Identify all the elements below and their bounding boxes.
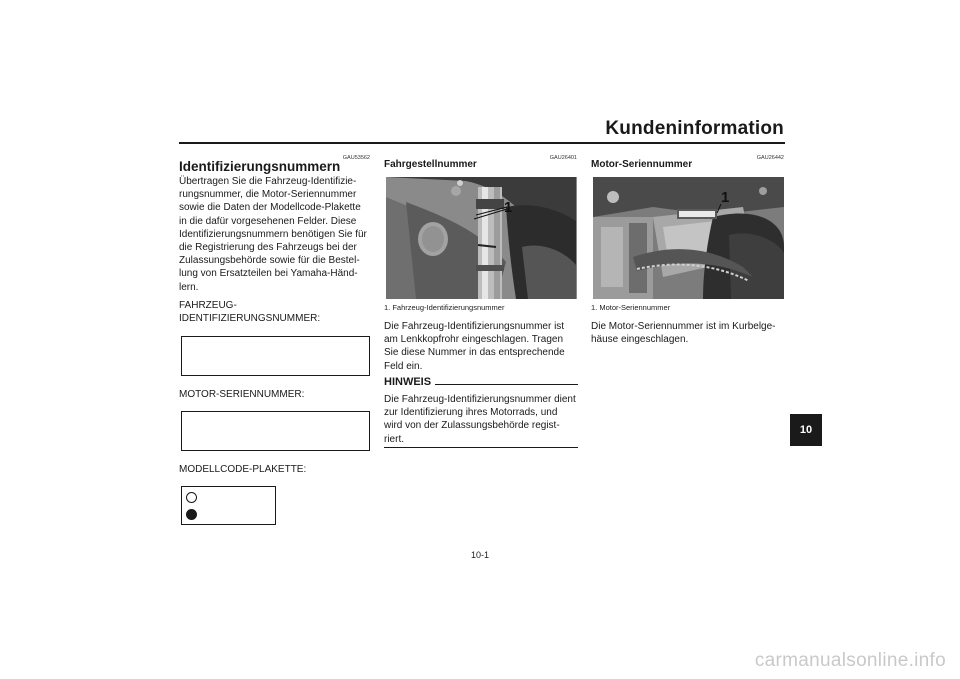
open-circle-icon bbox=[186, 492, 197, 503]
engine-number-field[interactable] bbox=[181, 411, 370, 451]
text-line: häuse eingeschlagen. bbox=[591, 334, 689, 346]
text-line: zur Identifizierung ihres Motorrads, und bbox=[384, 407, 558, 419]
section-code: GAU26401 bbox=[549, 155, 577, 161]
text-line: Feld ein. bbox=[384, 360, 423, 372]
note-header bbox=[384, 376, 578, 388]
engine-number-label: MOTOR-SERIENNUMMER: bbox=[179, 389, 305, 400]
text-line: Sie diese Nummer in das entsprechende bbox=[384, 347, 565, 359]
filled-circle-icon bbox=[186, 509, 197, 520]
text-line: sowie die Daten der Modellcode-Plakette bbox=[179, 202, 361, 214]
engine-number-paragraph bbox=[591, 320, 786, 346]
text-line: lung von Ersatzteilen bei Yamaha-Händ- bbox=[179, 268, 358, 280]
text-line: am Lenkkopfrohr eingeschlagen. Tragen bbox=[384, 334, 564, 346]
text-line: wird von der Zulassungsbehörde regist- bbox=[384, 420, 560, 432]
section-code: GAU26442 bbox=[756, 155, 784, 161]
note-end-rule bbox=[384, 447, 578, 448]
text-line: Die Fahrzeug-Identifizierungsnummer dient bbox=[384, 394, 576, 405]
text-line: in die dafür vorgesehenen Felder. Diese bbox=[179, 215, 357, 227]
engine-number-photo bbox=[593, 177, 784, 299]
note-label: HINWEIS bbox=[384, 376, 432, 388]
text-line: lern. bbox=[179, 281, 199, 293]
note-paragraph bbox=[384, 393, 579, 446]
frame-number-paragraph bbox=[384, 320, 579, 373]
vin-field[interactable] bbox=[181, 336, 370, 376]
callout-number: 1 bbox=[504, 199, 513, 216]
section-heading: Fahrgestellnummer bbox=[384, 159, 477, 170]
section-heading: Motor-Seriennummer bbox=[591, 159, 693, 170]
watermark: carmanualsonline.info bbox=[754, 650, 946, 671]
text-line: IDENTIFIZIERUNGSNUMMER: bbox=[179, 313, 321, 325]
callout-number: 1 bbox=[721, 189, 730, 206]
engine-photo-illustration bbox=[593, 177, 784, 299]
note-rule bbox=[435, 384, 578, 385]
frame-number-photo bbox=[386, 177, 577, 299]
figure-caption: 1. Fahrzeug-Identifizierungsnummer bbox=[384, 303, 505, 312]
figure-caption: 1. Motor-Seriennummer bbox=[591, 303, 671, 312]
text-line: FAHRZEUG- bbox=[179, 300, 237, 311]
vin-label bbox=[179, 299, 320, 325]
page-number: 10-1 bbox=[470, 550, 489, 560]
text-line: Zulassungsbehörde sowie für die Bestel- bbox=[179, 255, 360, 267]
frame-photo-illustration bbox=[386, 177, 577, 299]
model-code-label: MODELLCODE-PLAKETTE: bbox=[179, 464, 307, 475]
text-line: rungsnummer, die Motor-Seriennummer bbox=[179, 189, 357, 201]
text-line: Übertragen Sie die Fahrzeug-Identifizie- bbox=[179, 176, 357, 187]
text-line: riert. bbox=[384, 433, 404, 445]
intro-paragraph bbox=[179, 175, 379, 294]
section-code: GAU53562 bbox=[342, 155, 370, 161]
model-code-plate-field[interactable] bbox=[181, 486, 276, 525]
header-rule bbox=[179, 142, 785, 144]
text-line: Die Fahrzeug-Identifizierungsnummer ist bbox=[384, 321, 565, 332]
section-heading: Identifizierungsnummern bbox=[179, 159, 341, 174]
chapter-tab: 10 bbox=[790, 414, 822, 446]
text-line: Identifizierungsnummern benötigen Sie für bbox=[179, 228, 367, 240]
text-line: die Registrierung des Fahrzeugs bei der bbox=[179, 242, 357, 254]
page-title: Kundeninformation bbox=[605, 118, 784, 139]
text-line: Die Motor-Seriennummer ist im Kurbelge- bbox=[591, 321, 776, 332]
